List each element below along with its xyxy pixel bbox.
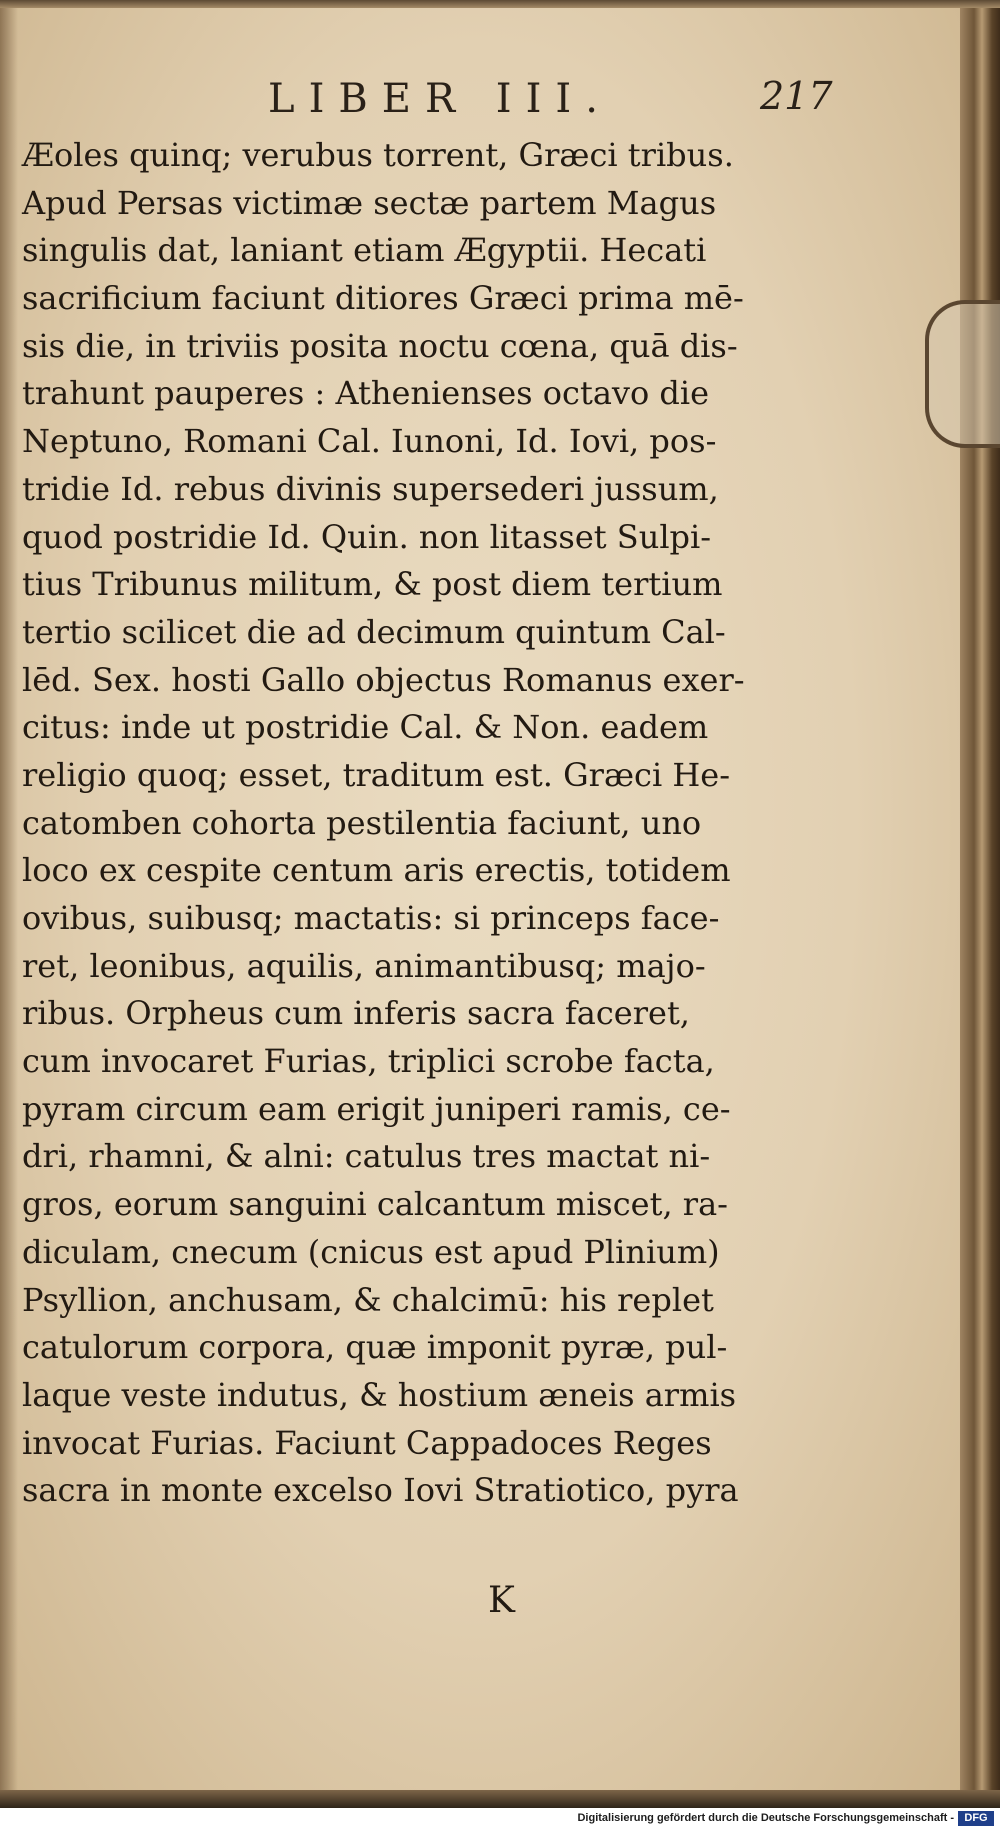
funding-credit: Digitalisierung gefördert durch die Deutsche Forschungsgemeinschaft - bbox=[577, 1812, 954, 1824]
text-line: cum invocaret Furias, triplici scrobe facta, bbox=[22, 1042, 715, 1081]
text-line: Neptuno, Romani Cal. Iunoni, Id. Iovi, pos- bbox=[22, 422, 717, 461]
text-line: Æoles quinq; verubus torrent, Græci tribus. bbox=[22, 136, 734, 174]
text-line: pyram circum eam erigit juniperi ramis, ce- bbox=[22, 1089, 731, 1128]
text-line: religio quoq; esset, traditum est. Græci He- bbox=[22, 755, 730, 794]
text-line: Apud Persas victimæ sectæ partem Magus bbox=[22, 183, 717, 222]
text-line: lēd. Sex. hosti Gallo objectus Romanus exer- bbox=[22, 660, 745, 699]
text-line: ret, leonibus, aquilis, animantibusq; majo- bbox=[22, 946, 706, 985]
text-line: Psyllion, anchusam, & chalcimū: his replet bbox=[22, 1280, 714, 1319]
text-line: tertio scilicet die ad decimum quintum Cal- bbox=[22, 612, 726, 651]
text-line: citus: inde ut postridie Cal. & Non. eadem bbox=[22, 708, 709, 747]
page-number: 217 bbox=[760, 74, 833, 118]
text-line: quod postridie Id. Quin. non litasset Sulpi- bbox=[22, 517, 712, 556]
text-line: tius Tribunus militum, & post diem tertium bbox=[22, 565, 723, 604]
text-line: sacra in monte excelso Iovi Stratiotico, pyra bbox=[22, 1471, 739, 1510]
text-line: ovibus, suibusq; mactatis: si princeps face- bbox=[22, 899, 720, 937]
binding-shadow bbox=[0, 8, 18, 1798]
digitization-footer bbox=[0, 1808, 1000, 1830]
text-line: tridie Id. rebus divinis supersederi jussum, bbox=[22, 469, 719, 508]
text-line: laque veste indutus, & hostium æneis armis bbox=[22, 1375, 737, 1414]
text-line: ribus. Orpheus cum inferis sacra faceret, bbox=[22, 994, 690, 1033]
text-line: diculam, cnecum (cnicus est apud Plinium) bbox=[22, 1232, 720, 1271]
paper-page bbox=[0, 8, 961, 1798]
text-line: gros, eorum sanguini calcantum miscet, ra- bbox=[22, 1185, 728, 1224]
bottom-page-edge bbox=[0, 1790, 1000, 1808]
text-line: sis die, in triviis posita noctu cœna, quā dis- bbox=[22, 326, 738, 365]
text-line: invocat Furias. Faciunt Cappadoces Reges bbox=[22, 1423, 712, 1462]
text-line: singulis dat, laniant etiam Ægyptii. Hecati bbox=[22, 231, 707, 270]
text-line: dri, rhamni, & alni: catulus tres mactat ni- bbox=[22, 1137, 711, 1176]
page-edge-strip bbox=[960, 8, 1000, 1798]
text-line: sacrificium faciunt ditiores Græci prima mē- bbox=[22, 279, 744, 318]
dfg-logo: DFG bbox=[958, 1811, 994, 1826]
text-line: loco ex cespite centum aris erectis, totidem bbox=[22, 851, 731, 890]
bookmark-tab bbox=[925, 300, 1000, 448]
catchword: K bbox=[488, 1580, 515, 1621]
text-line: catulorum corpora, quæ imponit pyræ, pul- bbox=[22, 1328, 728, 1367]
body-text bbox=[22, 132, 842, 1515]
running-head bbox=[0, 76, 960, 126]
text-line: catomben cohorta pestilentia faciunt, uno bbox=[22, 803, 702, 842]
running-title: LIBER III. bbox=[268, 76, 612, 122]
text-line: trahunt pauperes : Athenienses octavo die bbox=[22, 374, 710, 413]
